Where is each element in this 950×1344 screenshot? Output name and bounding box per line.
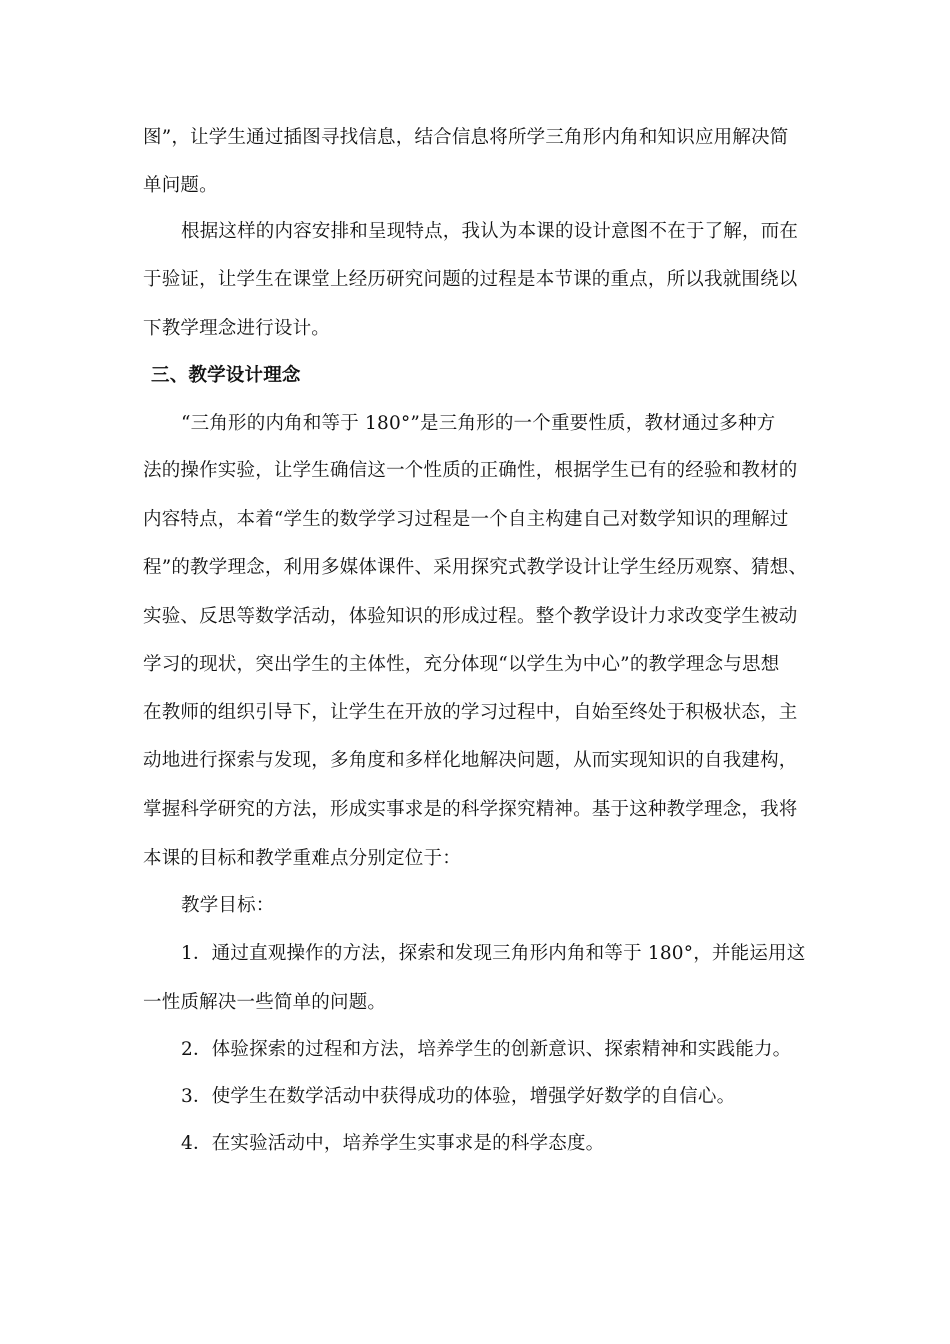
paragraph-line: 内容特点，本着“学生的数学学习过程是一个自主构建自己对数学知识的理解过 xyxy=(143,509,789,530)
paragraph-line: 本课的目标和教学重难点分别定位于： xyxy=(143,848,461,869)
paragraph-line: 程”的教学理念，利用多媒体课件、采用探究式教学设计让学生经历观察、猜想、 xyxy=(143,557,808,578)
goal-item-4: 4．在实验活动中，培养学生实事求是的科学态度。 xyxy=(181,1133,605,1154)
paragraph-line: 学习的现状，突出学生的主体性，充分体现“以学生为中心”的教学理念与思想 xyxy=(143,654,780,675)
goal-item-2: 2．体验探索的过程和方法，培养学生的创新意识、探索精神和实践能力。 xyxy=(181,1039,792,1060)
paragraph-line: 根据这样的内容安排和呈现特点，我认为本课的设计意图不在于了解，而在 xyxy=(181,221,799,242)
paragraph-line: 法的操作实验，让学生确信这一个性质的正确性，根据学生已有的经验和教材的 xyxy=(143,460,798,481)
paragraph-line: 于验证，让学生在课堂上经历研究问题的过程是本节课的重点，所以我就围绕以 xyxy=(143,269,798,290)
subheading-teaching-goals: 教学目标： xyxy=(181,895,275,916)
paragraph-line: 下教学理念进行设计。 xyxy=(143,318,331,339)
paragraph-line: 在教师的组织引导下，让学生在开放的学习过程中，自始至终处于积极状态，主 xyxy=(143,702,798,723)
paragraph-line: 实验、反思等数学活动，体验知识的形成过程。整个教学设计力求改变学生被动 xyxy=(143,606,798,627)
goal-item-3: 3．使学生在数学活动中获得成功的体验，增强学好数学的自信心。 xyxy=(181,1086,736,1107)
section-heading: 三、教学设计理念 xyxy=(151,365,301,386)
paragraph-line: 动地进行探索与发现，多角度和多样化地解决问题，从而实现知识的自我建构， xyxy=(143,750,798,771)
paragraph-line: 掌握科学研究的方法，形成实事求是的科学探究精神。基于这种教学理念，我将 xyxy=(143,799,798,820)
paragraph-line: 图”，让学生通过插图寻找信息，结合信息将所学三角形内角和知识应用解决简 xyxy=(143,127,789,148)
goal-item-1: 1．通过直观操作的方法，探索和发现三角形内角和等于 180°，并能运用这 xyxy=(181,943,806,964)
goal-item-1-continued: 一性质解决一些简单的问题。 xyxy=(143,992,387,1013)
paragraph-line: 单问题。 xyxy=(143,175,218,196)
paragraph-line: “三角形的内角和等于 180°”是三角形的一个重要性质，教材通过多种方 xyxy=(181,413,776,434)
